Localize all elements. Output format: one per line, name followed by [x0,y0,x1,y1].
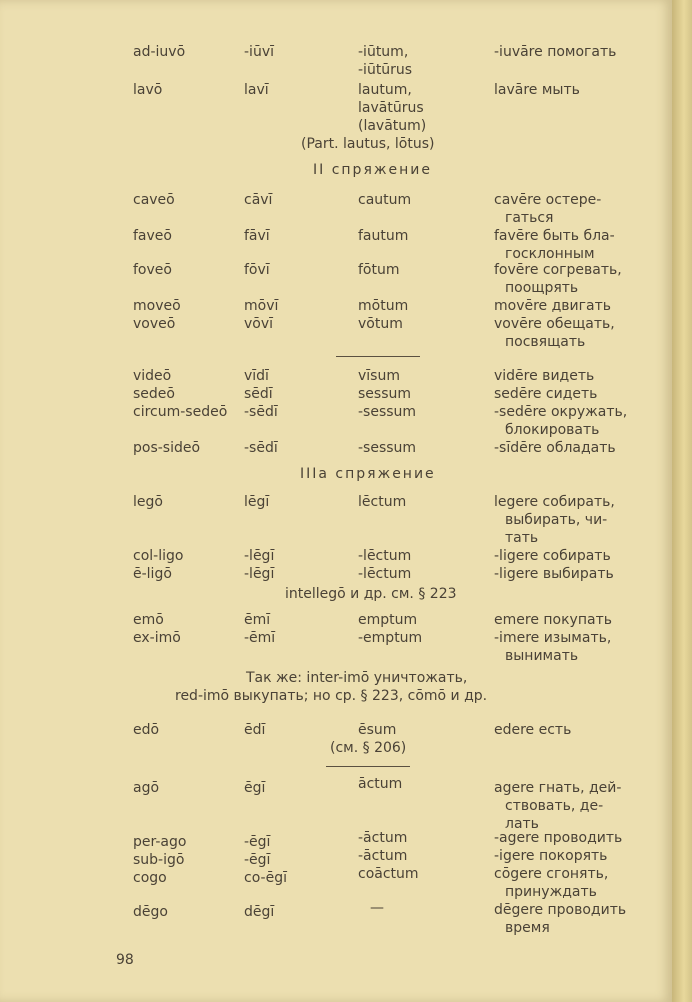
text-line: moveō [133,298,181,314]
text-line: agere гнать, дей- [494,780,622,796]
text-line: -lēctum [358,566,412,582]
text-line: co-ēgī [244,870,287,886]
text-line: -iūtum, [358,44,409,60]
text-line: — [370,900,384,916]
text-line: fōvī [244,262,270,278]
text-line: (Part. lautus, lōtus) [301,136,435,152]
text-line: āctum [358,776,403,792]
text-line: cāvī [244,192,273,208]
text-line: agō [133,780,160,796]
text-line: время [505,920,550,936]
text-line: посвящать [505,334,586,350]
text-line: lēctum [358,494,407,510]
section-heading: IIIa спряжение [300,466,436,482]
text-line: emptum [358,612,418,628]
section-heading: II спряжение [313,162,432,178]
text-line: -iuvāre помогать [494,44,617,60]
text-line: лать [505,816,539,832]
text-line: принуждать [505,884,597,900]
text-line: (lavātum) [358,118,427,134]
text-line: -sēdī [244,404,278,420]
text-line: vōvī [244,316,274,332]
text-line: caveō [133,192,175,208]
text-line: -sessum [358,404,417,420]
text-line: legō [133,494,163,510]
text-line: col-ligo [133,548,184,564]
text-line: -lēgī [244,566,275,582]
text-line: edō [133,722,160,738]
text-line: -ēmī [244,630,276,646]
text-line: -igere покорять [494,848,608,864]
text-line: -āctum [358,830,408,846]
text-line: mōtum [358,298,409,314]
text-line: favēre быть бла- [494,228,615,244]
text-line: edere есть [494,722,572,738]
text-line: -lēctum [358,548,412,564]
text-line: sub-igō [133,852,185,868]
text-line: lavātūrus [358,100,424,116]
text-line: lavō [133,82,163,98]
text-line: coāctum [358,866,419,882]
text-line: intellegō и др. см. § 223 [285,586,457,602]
text-line: vīsum [358,368,400,384]
text-line: vōtum [358,316,403,332]
text-line: -ligere выбирать [494,566,614,582]
text-line: sedēre сидеть [494,386,598,402]
text-line: movēre двигать [494,298,611,314]
text-line: lautum, [358,82,412,98]
text-line: red-imō выкупать; но ср. § 223, cōmō и др. [175,688,488,704]
text-line: -sedēre окружать, [494,404,628,420]
text-line: vīdī [244,368,269,384]
text-line: -sēdī [244,440,278,456]
section-divider [326,766,410,767]
text-line: voveō [133,316,176,332]
text-line: ad-iuvō [133,44,186,60]
text-line: -ēgī [244,834,271,850]
text-line: cautum [358,192,412,208]
text-line: -sessum [358,440,417,456]
text-line: lavāre мыть [494,82,580,98]
text-line: sēdī [244,386,273,402]
section-divider [336,356,420,357]
text-line: ствовать, де- [505,798,604,814]
text-line: sedeō [133,386,175,402]
text-line: videō [133,368,172,384]
text-line: fōtum [358,262,400,278]
text-line: тать [505,530,539,546]
text-line: вынимать [505,648,579,664]
text-line: -sīdēre обладать [494,440,616,456]
text-line: блокировать [505,422,600,438]
text-line: cavēre остере- [494,192,602,208]
text-line: -agere проводить [494,830,623,846]
text-line: -imere изымать, [494,630,612,646]
text-line: vidēre видеть [494,368,595,384]
text-line: -iūvī [244,44,274,60]
text-line: ē-ligō [133,566,172,582]
text-line: поощрять [505,280,579,296]
text-line: -lēgī [244,548,275,564]
text-line: cōgere сгонять, [494,866,609,882]
text-line: dēgo [133,904,168,920]
text-line: lavī [244,82,269,98]
text-line: mōvī [244,298,279,314]
text-line: Так же: inter-imō уничтожать, [246,670,468,686]
text-line: faveō [133,228,172,244]
text-line: vovēre обещать, [494,316,615,332]
text-line: emere покупать [494,612,612,628]
text-line: dēgere проводить [494,902,627,918]
text-line: per-ago [133,834,187,850]
text-line: гаться [505,210,554,226]
text-line: foveō [133,262,172,278]
page-edge [672,0,692,1002]
text-line: sessum [358,386,412,402]
text-line: госклонным [505,246,595,262]
text-line: ēdī [244,722,266,738]
text-line: -ligere собирать [494,548,611,564]
text-line: ex-imō [133,630,181,646]
text-line: ēmī [244,612,271,628]
text-line: -āctum [358,848,408,864]
text-line: -emptum [358,630,423,646]
text-line: circum-sedeō [133,404,228,420]
text-line: cogo [133,870,167,886]
text-line: ēsum [358,722,397,738]
text-line: legere собирать, [494,494,615,510]
text-line: lēgī [244,494,270,510]
text-line: 98 [116,952,134,968]
text-line: (см. § 206) [330,740,407,756]
text-line: -iūtūrus [358,62,413,78]
text-line: dēgī [244,904,275,920]
text-line: emō [133,612,164,628]
text-line: ēgī [244,780,266,796]
text-line: выбирать, чи- [505,512,608,528]
text-line: fautum [358,228,409,244]
text-line: fovēre согревать, [494,262,622,278]
text-line: pos-sideō [133,440,201,456]
text-line: -ēgī [244,852,271,868]
text-line: fāvī [244,228,270,244]
